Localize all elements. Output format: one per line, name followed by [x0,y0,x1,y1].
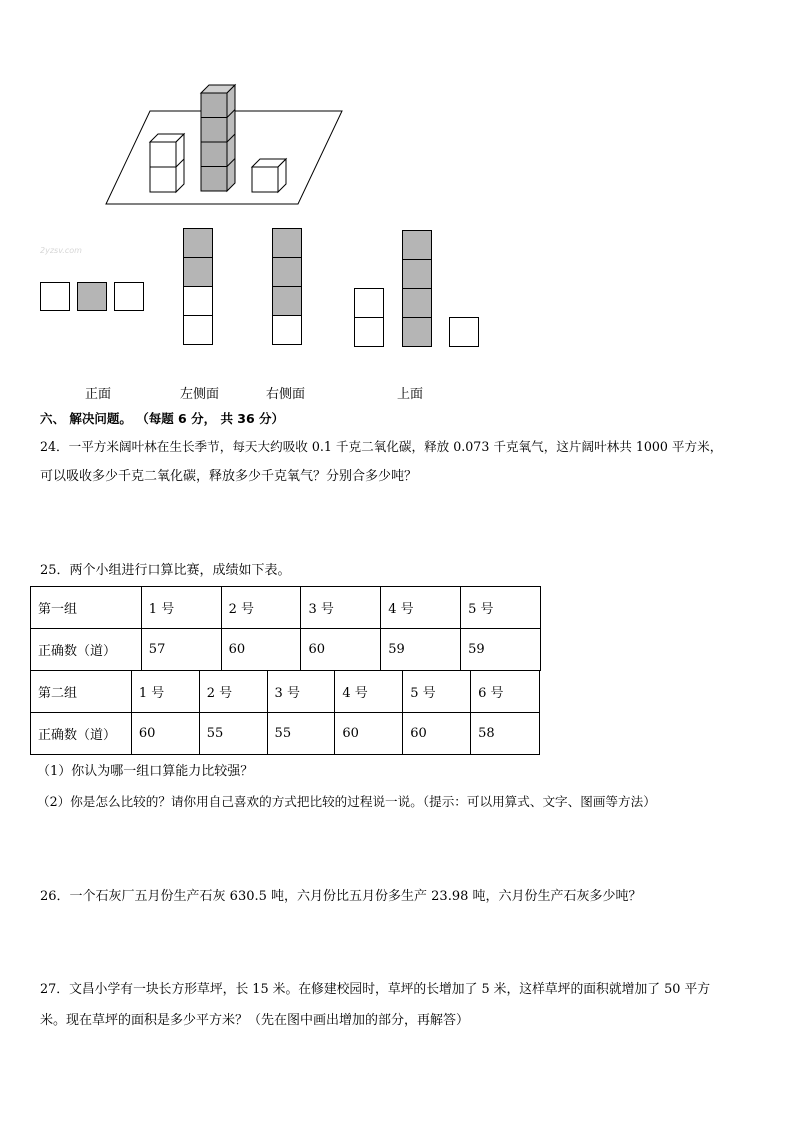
view-label-top: 上面 [397,387,424,402]
table-cell: 55 [267,713,335,755]
q25-sub2: （2）你是怎么比较的？请你用自己喜欢的方式把比较的过程说一说。（提示：可以用算式、文字、图画等方法） [37,794,656,809]
q27-line2: 米。现在草坪的面积是多少平方米？（先在图中画出增加的部分，再解答） [40,1013,470,1028]
q25-intro: 25．两个小组进行口算比赛，成绩如下表。 [40,563,291,578]
score-table-group2 [30,670,540,755]
table-cell: 60 [403,713,471,755]
table-cell: 3 号 [267,671,335,713]
table-cell: 2 号 [221,587,301,629]
q26-text: 26．一个石灰厂五月份生产石灰 630.5 吨，六月份比五月份多生产 23.98 吨，六月份生产石灰多少吨？ [40,889,642,904]
cube-stack-middle [201,85,235,191]
view-label-left: 左侧面 [180,387,220,402]
table-row [31,587,541,629]
table-cell: 4 号 [381,587,461,629]
table-cell: 60 [335,713,403,755]
table-cell: 6 号 [471,671,540,713]
table-cell: 60 [301,629,381,671]
view-label-front: 正面 [85,387,112,402]
table-row [31,629,541,671]
section-heading: 六、 解决问题。 （每题 6 分， 共 36 分） [40,411,285,426]
table-cell: 5 号 [461,587,541,629]
table-cell: 3 号 [301,587,381,629]
table-row [31,671,540,713]
table-cell: 59 [461,629,541,671]
table-cell: 60 [131,713,199,755]
view-label-right: 右侧面 [266,387,306,402]
watermark: 2yzsv.com [40,246,82,255]
cube-single-right [252,159,286,192]
q25-sub1: （1）你认为哪一组口算能力比较强？ [37,764,254,779]
table-row [31,713,540,755]
cube-arrangement-figure [100,80,350,210]
table-cell: 正确数（道） [31,629,142,671]
table-cell: 57 [141,629,221,671]
score-table-group1 [30,586,541,671]
table-cell: 2 号 [199,671,267,713]
table-cell: 5 号 [403,671,471,713]
cube-stack-left [150,134,184,192]
q27-line1: 27．文昌小学有一块长方形草坪，长 15 米。在修建校园时，草坪的长增加了 5 米，这样草坪的面积就增加了 50 平方 [40,982,711,997]
table-cell: 60 [221,629,301,671]
table-cell: 第一组 [31,587,142,629]
q24-line1: 24．一平方米阔叶林在生长季节，每天大约吸收 0.1 千克二氧化碳，释放 0.073 千克氧气，这片阔叶林共 1000 平方米， [40,439,723,454]
table-cell: 正确数（道） [31,713,132,755]
table-cell: 59 [381,629,461,671]
table-cell: 1 号 [131,671,199,713]
q24-line2: 可以吸收多少千克二氧化碳，释放多少千克氧气？分别合多少吨？ [40,469,418,484]
table-cell: 第二组 [31,671,132,713]
table-cell: 4 号 [335,671,403,713]
table-cell: 55 [199,713,267,755]
table-cell: 58 [471,713,540,755]
table-cell: 1 号 [141,587,221,629]
